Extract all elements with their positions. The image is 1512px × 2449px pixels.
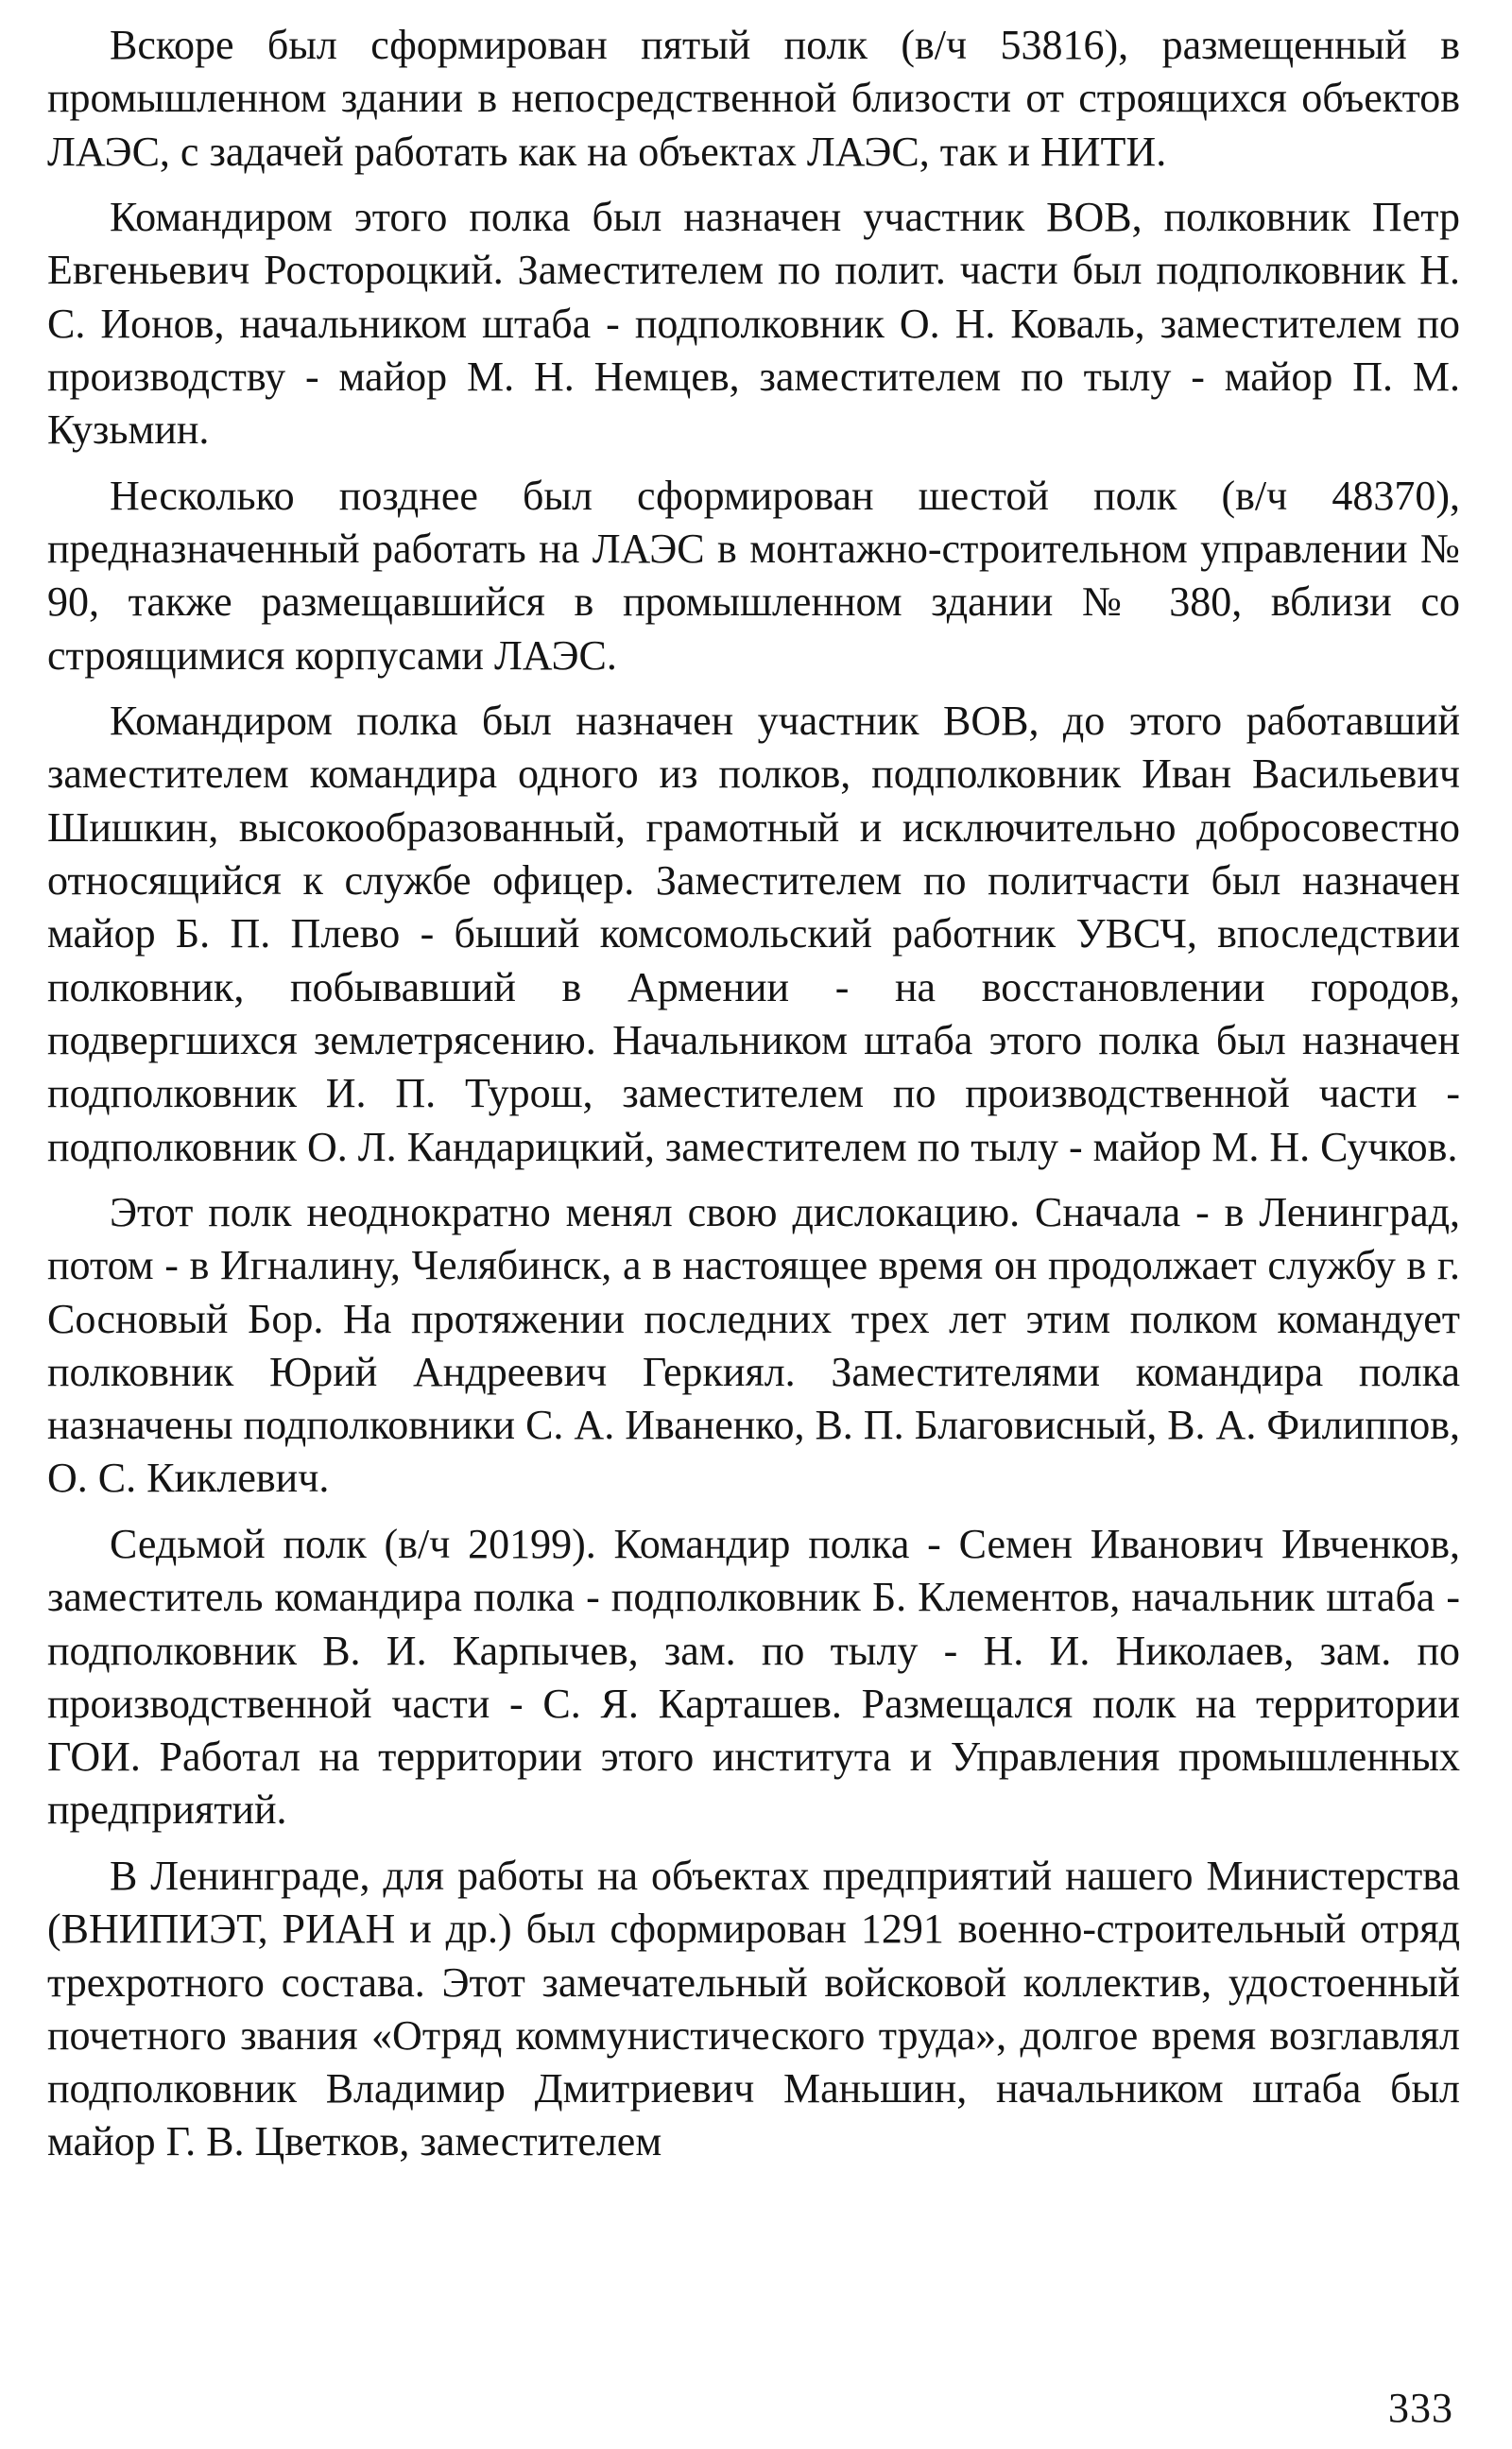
page-number: 333 xyxy=(1388,2385,1453,2431)
paragraph-leningrad-detachment: В Ленинграде, для работы на объектах предприятий нашего Министерства (ВНИПИЭТ, РИАН и др.) был сформирован 1291 военно-строительный отряд трехротного состава. Этот замечательный войсковой коллектив, удостоенный почетного звания «Отряд коммунистического труда», долгое время возглавлял подполковник Владимир Дмитриевич Маньшин, начальником штаба был майор Г. В. Цветков, заместителем xyxy=(47,1852,1460,2165)
paragraph-sixth-regiment-command: Командиром полка был назначен участник ВОВ, до этого работавший заместителем командира одного из полков, подполковник Иван Васильевич Шишкин, высокообразованный, грамотный и исключительно добросовестно относящийся к службе офицер. Заместителем по политчасти был назначен майор Б. П. Плево - быший комсомольский работник УВСЧ, впоследствии полковник, побывавший в Армении - на восстановлении городов, подвергшихся землетрясению. Начальником штаба этого полка был назначен подполковник И. П. Турош, заместителем по производственной части - подполковник О. Л. Кандарицкий, заместителем по тылу - майор М. Н. Сучков. xyxy=(47,698,1460,1170)
paragraph-sixth-regiment-deployment: Этот полк неоднократно менял свою дислокацию. Сначала - в Ленинград, потом - в Игналину, Челябинск, а в настоящее время он продолжает службу в г. Сосновый Бор. На протяжении последних трех лет этим полком командует полковник Юрий Андреевич Геркиял. Заместителями командира полка назначены подполковники С. А. Иваненко, В. П. Благовисный, В. А. Филиппов, О. С. Киклевич. xyxy=(47,1188,1461,1502)
paragraph-sixth-regiment-formed: Несколько позднее был сформирован шестой полк (в/ч 48370), предназначенный работать на ЛАЭС в монтажно-строительном управлении № 90, также размещавшийся в промышленном здании № 380, вблизи со строящимися корпусами ЛАЭС. xyxy=(47,472,1460,679)
paragraph-fifth-regiment-command: Командиром этого полка был назначен участник ВОВ, полковник Петр Евгеньевич Росторοцкий. Заместителем по полит. части был подполковник Н. С. Ионов, начальником штаба - подполковник О. Н. Коваль, заместителем по производству - майор М. Н. Немцев, заместителем по тылу - майор П. М. Кузьмин. xyxy=(47,194,1460,454)
paragraph-seventh-regiment: Седьмой полк (в/ч 20199). Командир полка - Семен Иванович Ивченков, заместитель командира полка - подполковник Б. Клементов, начальник штаба - подполковник В. И. Карпычев, зам. по тылу - Н. И. Николаев, зам. по производственной части - С. Я. Карташев. Размещался полк на территории ГОИ. Работал на территории этого института и Управления промышленных предприятий. xyxy=(47,1520,1460,1834)
paragraph-fifth-regiment-formed: Вскоре был сформирован пятый полк (в/ч 53816), размещенный в промышленном здании в непосредственной близости от строящихся объектов ЛАЭС, с задачей работать как на объектах ЛАЭС, так и НИТИ. xyxy=(47,22,1460,175)
page-body xyxy=(47,19,1460,2182)
